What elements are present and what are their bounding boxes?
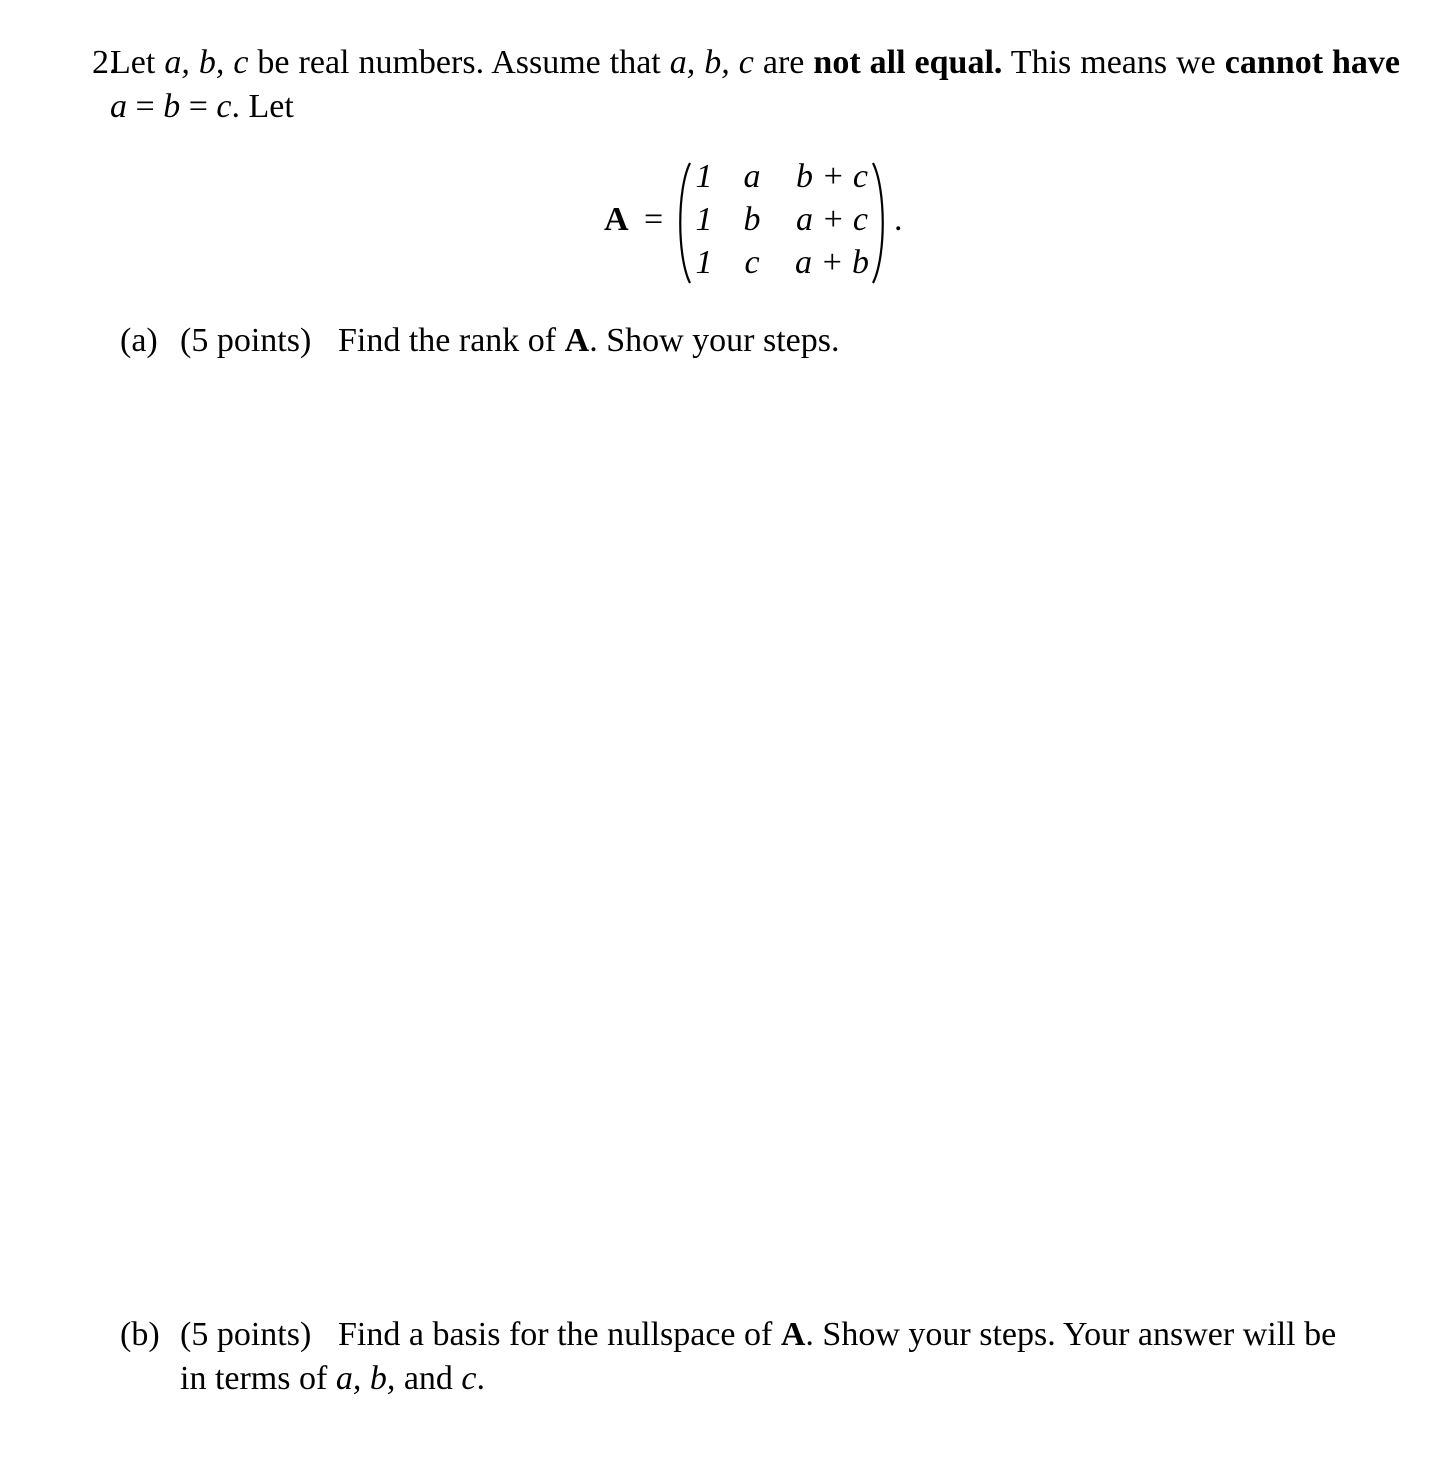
problem-stem: Let a, b, c be real numbers. Assume that a, b, c are not all equal. This means we cannot have a = b = c. Let [110,44,1401,125]
part-b-points: (5 points) [180,1316,312,1353]
problem-number: 2. [92,44,118,81]
part-b-text-line2: in terms of a, b, and c. [180,1360,485,1397]
equals-sign: = [644,201,664,238]
part-a-points: (5 points) [180,322,312,359]
matrix-equation [604,155,914,285]
matrix-cell: a [743,158,761,195]
part-b-label: (b) [120,1316,160,1353]
part-b-text: Find a basis for the nullspace of A. Show your steps. Your answer will be [338,1316,1337,1353]
matrix-cell: a + c [795,201,869,238]
part-a-label: (a) [120,322,158,359]
matrix-cell: c [744,244,760,281]
matrix-cell: 1 [695,201,713,238]
emphasis-not-all-equal: not all equal. [813,44,1003,81]
matrix-cell: b [743,201,761,238]
part-a-text: Find the rank of A. Show your steps. [338,322,840,359]
matrix-cell: 1 [695,244,713,281]
emphasis-cannot-have: cannot have [1224,44,1401,81]
matrix-cell: b + c [795,158,869,195]
matrix-period: . [894,201,903,238]
matrix-cell: 1 [695,158,713,195]
matrix-name: A [604,201,629,238]
right-paren-icon [871,161,889,285]
matrix-cell: a + b [795,244,869,281]
